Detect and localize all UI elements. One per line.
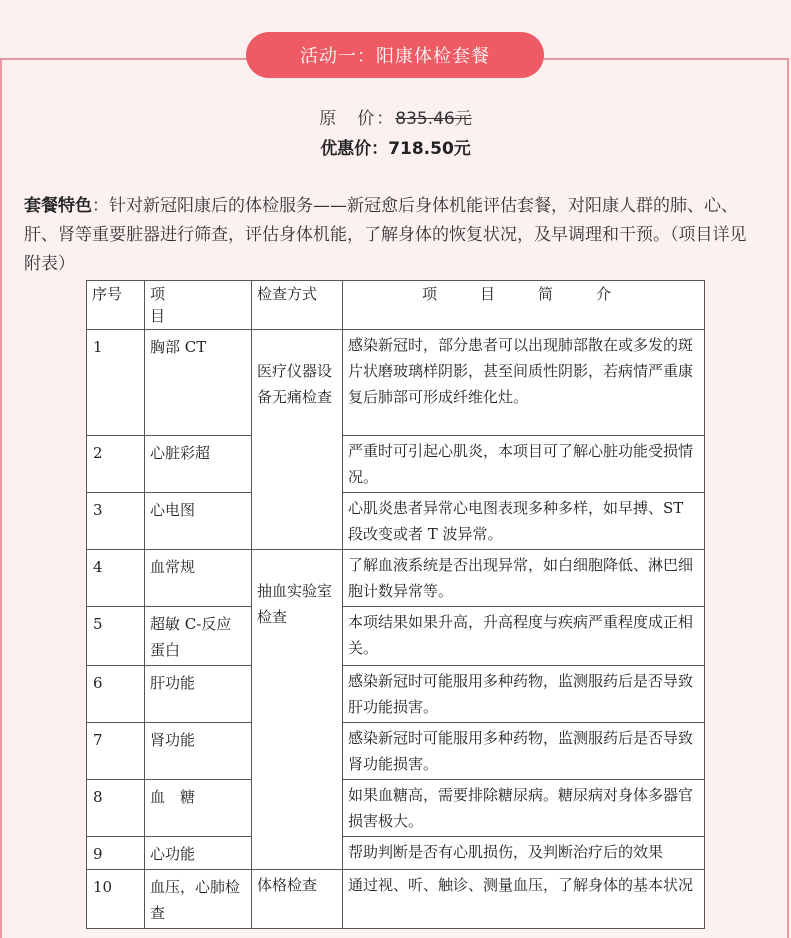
row-item: 心脏彩超 xyxy=(145,436,252,493)
activity-banner xyxy=(246,32,544,78)
discount-price-value: 718.50元 xyxy=(388,139,471,159)
row-no: 7 xyxy=(87,723,145,780)
row-item: 胸部 CT xyxy=(145,330,252,436)
header-item: 项 目 xyxy=(145,281,252,330)
row-intro: 感染新冠时可能服用多种药物，监测服药后是否导致肾功能损害。 xyxy=(343,723,705,780)
row-item: 肾功能 xyxy=(145,723,252,780)
table-row xyxy=(87,607,705,666)
items-table-container xyxy=(86,280,705,929)
row-no: 9 xyxy=(87,837,145,870)
discount-price-label: 优惠价： xyxy=(320,139,389,159)
banner-title: 活动一：阳康体检套餐 xyxy=(300,46,490,67)
row-item: 肝功能 xyxy=(145,666,252,723)
row-method: 体格检查 xyxy=(252,870,343,929)
row-no: 5 xyxy=(87,607,145,666)
table-row xyxy=(87,550,705,607)
features-text: ：针对新冠阳康后的体检服务——新冠愈后身体机能评估套餐，对阳康人群的肺、心、肝、肾等重要脏器进行筛查，评估身体机能，了解身体的恢复状况，及早调理和干预。（项目详见附表） xyxy=(24,196,747,274)
table-row xyxy=(87,780,705,837)
original-price-label: 原 价： xyxy=(319,109,396,129)
row-item: 血 糖 xyxy=(145,780,252,837)
row-item: 血压，心肺检查 xyxy=(145,870,252,929)
package-features xyxy=(24,192,760,279)
original-price-value: 835.46元 xyxy=(395,109,472,129)
table-row xyxy=(87,837,705,870)
row-no: 10 xyxy=(87,870,145,929)
row-method: 抽血实验室检查 xyxy=(252,550,343,870)
table-row xyxy=(87,870,705,929)
row-intro: 如果血糖高，需要排除糖尿病。糖尿病对身体多器官损害极大。 xyxy=(343,780,705,837)
row-intro: 帮助判断是否有心肌损伤，及判断治疗后的效果 xyxy=(343,837,705,870)
header-method: 检查方式 xyxy=(252,281,343,330)
row-no: 1 xyxy=(87,330,145,436)
header-no: 序号 xyxy=(87,281,145,330)
table-row xyxy=(87,493,705,550)
row-no: 8 xyxy=(87,780,145,837)
discount-price xyxy=(0,134,791,159)
table-header-row xyxy=(87,281,705,330)
row-intro: 了解血液系统是否出现异常，如白细胞降低、淋巴细胞计数异常等。 xyxy=(343,550,705,607)
row-no: 6 xyxy=(87,666,145,723)
row-intro: 严重时可引起心肌炎，本项目可了解心脏功能受损情况。 xyxy=(343,436,705,493)
row-item: 血常规 xyxy=(145,550,252,607)
row-intro: 感染新冠时可能服用多种药物，监测服药后是否导致肝功能损害。 xyxy=(343,666,705,723)
table-row xyxy=(87,666,705,723)
header-intro: 项 目 简 介 xyxy=(343,281,705,330)
row-item: 超敏 C-反应蛋白 xyxy=(145,607,252,666)
row-intro: 通过视、听、触诊、测量血压，了解身体的基本状况 xyxy=(343,870,705,929)
row-no: 2 xyxy=(87,436,145,493)
items-table xyxy=(86,280,705,929)
row-method: 医疗仪器设备无痛检查 xyxy=(252,330,343,550)
row-intro: 本项结果如果升高，升高程度与疾病严重程度成正相关。 xyxy=(343,607,705,666)
original-price xyxy=(0,104,791,129)
row-no: 4 xyxy=(87,550,145,607)
row-intro: 心肌炎患者异常心电图表现多种多样，如早搏、ST 段改变或者 T 波异常。 xyxy=(343,493,705,550)
table-row xyxy=(87,436,705,493)
row-intro: 感染新冠时，部分患者可以出现肺部散在或多发的斑片状磨玻璃样阴影，甚至间质性阴影，若病情严重康复后肺部可形成纤维化灶。 xyxy=(343,330,705,436)
row-no: 3 xyxy=(87,493,145,550)
table-row xyxy=(87,723,705,780)
table-row xyxy=(87,330,705,436)
row-item: 心功能 xyxy=(145,837,252,870)
row-item: 心电图 xyxy=(145,493,252,550)
features-label: 套餐特色 xyxy=(24,196,92,216)
